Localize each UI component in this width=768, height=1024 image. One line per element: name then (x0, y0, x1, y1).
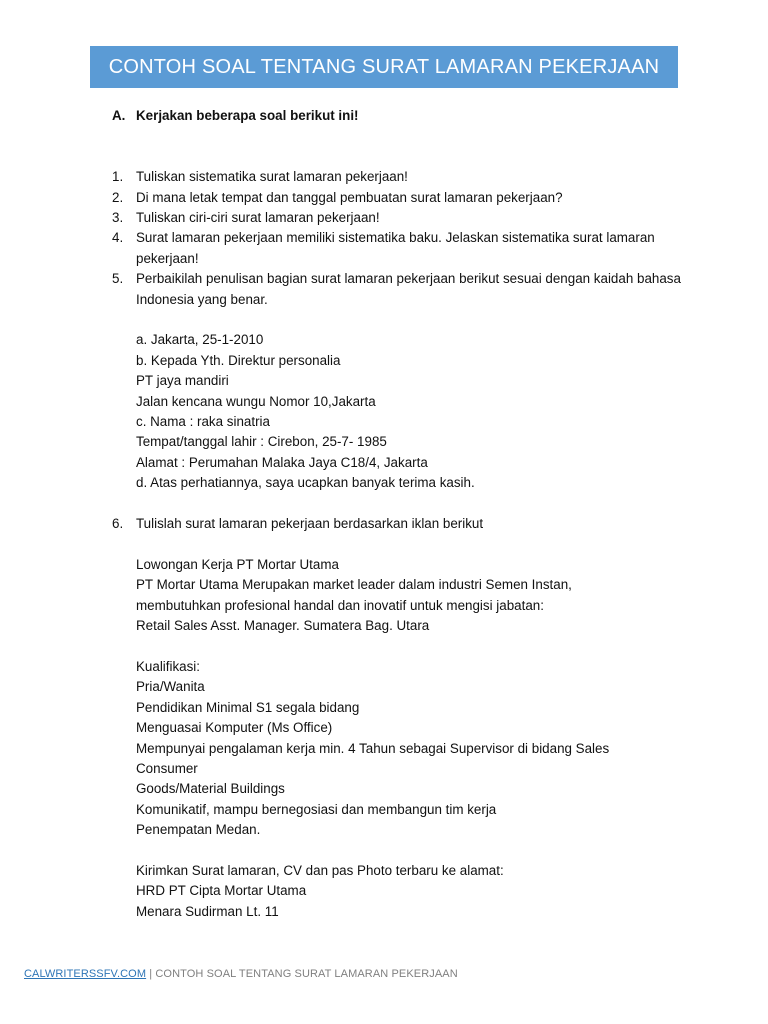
question-number: 1. (112, 169, 124, 185)
qualification-line: Consumer (136, 760, 198, 776)
question-list (112, 167, 682, 310)
question-item (112, 269, 682, 310)
section-marker: A. (112, 108, 126, 123)
qualification-line: Mempunyai pengalaman kerja min. 4 Tahun sebagai Supervisor di bidang Sales (136, 740, 610, 756)
footer-site-link[interactable]: CALWRITERSSFV.COM (24, 968, 147, 980)
qualification-line: Komunikatif, mampu bernegosiasi dan membangun tim kerja (136, 801, 497, 817)
question-text: Perbaikilah penulisan bagian surat lamaran pekerjaan berikut sesuai dengan kaidah bahasa Indonesia yang benar. (136, 271, 681, 307)
sample-line: b. Kepada Yth. Direktur personalia (136, 352, 341, 368)
sample-line: d. Atas perhatiannya, saya ucapkan banyak terima kasih. (136, 475, 475, 491)
ad-line: Lowongan Kerja PT Mortar Utama (136, 556, 339, 572)
question-item (112, 188, 682, 208)
question-item (112, 228, 682, 269)
question-text: Tuliskan ciri-ciri surat lamaran pekerjaan! (136, 210, 380, 226)
contact-line: Menara Sudirman Lt. 11 (136, 903, 279, 919)
q5-sample-block (112, 310, 682, 494)
sample-line: Alamat : Perumahan Malaka Jaya C18/4, Jakarta (136, 454, 428, 470)
contact-line: Kirimkan Surat lamaran, CV dan pas Photo terbaru ke alamat: (136, 862, 504, 878)
page-title (90, 46, 678, 88)
sample-line: PT jaya mandiri (136, 373, 229, 389)
qualification-line: Kualifikasi: (136, 658, 201, 674)
ad-line: PT Mortar Utama Merupakan market leader dalam industri Semen Instan, (136, 577, 572, 593)
sample-line: c. Nama : raka sinatria (136, 414, 270, 430)
question-text: Tuliskan sistematika surat lamaran pekerjaan! (136, 169, 408, 185)
sample-line: Jalan kencana wungu Nomor 10,Jakarta (136, 393, 376, 409)
question-list-continued (112, 514, 682, 534)
qualification-line: Pendidikan Minimal S1 segala bidang (136, 699, 360, 715)
ad-line: Retail Sales Asst. Manager. Sumatera Bag. Utara (136, 618, 430, 634)
job-ad-block (112, 534, 682, 922)
contact-line: HRD PT Cipta Mortar Utama (136, 883, 307, 899)
sample-line: Tempat/tanggal lahir : Cirebon, 25-7- 1985 (136, 434, 387, 450)
page-title-text: CONTOH SOAL TENTANG SURAT LAMARAN PEKERJAAN (108, 55, 660, 78)
section-text: Kerjakan beberapa soal berikut ini! (136, 108, 359, 123)
question-text: Surat lamaran pekerjaan memiliki sistematika baku. Jelaskan sistematika surat lamaran pekerjaan! (136, 230, 655, 266)
qualification-line: Goods/Material Buildings (136, 781, 285, 797)
question-number: 6. (112, 516, 124, 532)
section-heading (112, 106, 682, 126)
question-item (112, 208, 682, 228)
question-number: 3. (112, 210, 124, 226)
question-text: Di mana letak tempat dan tanggal pembuatan surat lamaran pekerjaan? (136, 189, 563, 205)
qualification-line: Menguasai Komputer (Ms Office) (136, 720, 333, 736)
footer-separator: | (146, 968, 156, 980)
question-item (112, 167, 682, 187)
question-item (112, 514, 682, 534)
sample-line: a. Jakarta, 25-1-2010 (136, 332, 264, 348)
page-footer (24, 968, 458, 980)
qualification-line: Pria/Wanita (136, 679, 205, 695)
document-body (112, 106, 682, 922)
ad-line: membutuhkan profesional handal dan inovatif untuk mengisi jabatan: (136, 597, 544, 613)
question-number: 5. (112, 271, 124, 287)
question-number: 4. (112, 230, 124, 246)
question-text: Tulislah surat lamaran pekerjaan berdasarkan iklan berikut (136, 516, 484, 532)
qualification-line: Penempatan Medan. (136, 822, 261, 838)
footer-title: CONTOH SOAL TENTANG SURAT LAMARAN PEKERJAAN (155, 968, 458, 980)
question-number: 2. (112, 189, 124, 205)
